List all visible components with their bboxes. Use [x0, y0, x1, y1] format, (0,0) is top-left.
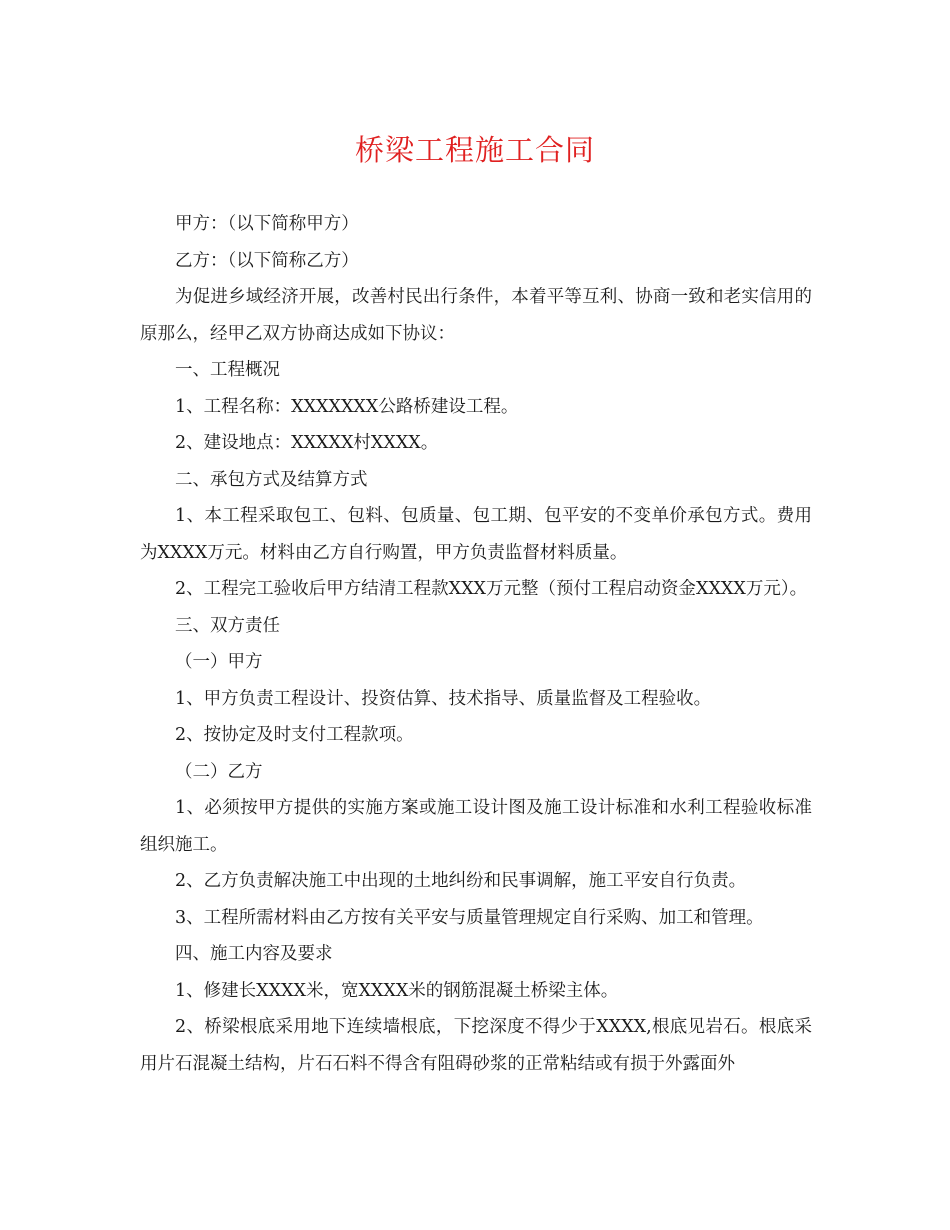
- subheading-party-a: （一）甲方: [175, 652, 263, 672]
- subheading-party-b: （二）乙方: [175, 761, 263, 782]
- section-heading-4: 四、施工内容及要求: [175, 944, 333, 964]
- clause-party-b-1: 1、必须按甲方提供的实施方案或施工设计图及施工设计标准和水利工程验收标准组织施工。: [140, 798, 812, 855]
- section-heading-2: 二、承包方式及结算方式: [175, 469, 368, 490]
- clause-party-a-2: 2、按协定及时支付工程款项。: [175, 725, 414, 745]
- preamble-paragraph: 为促进乡域经济开展，改善村民出行条件，本着平等互利、协商一致和老实信用的原那么，经甲乙双方协商达成如下协议：: [140, 287, 812, 344]
- clause-construction-1: 1、修建长XXXX米，宽XXXX米的钢筋混凝土桥梁主体。: [175, 980, 619, 1001]
- section-heading-1: 一、工程概况: [175, 360, 280, 380]
- clause-construction-2: 2、桥梁根底采用地下连续墙根底，下挖深度不得少于XXXX,根底见岩石。根底采用片石混凝土结构，片石石料不得含有阻碍砂浆的正常粘结或有损于外露面外: [140, 1017, 812, 1074]
- party-b-line: 乙方：（以下简称乙方）: [175, 250, 359, 271]
- party-a-line: 甲方：（以下简称甲方）: [175, 214, 359, 234]
- clause-party-b-2: 2、乙方负责解决施工中出现的土地纠纷和民事调解，施工平安自行负责。: [175, 871, 747, 891]
- clause-settlement: 2、工程完工验收后甲方结清工程款XXX万元整（预付工程启动资金XXXX万元）。: [175, 579, 808, 599]
- clause-contract-method: 1、本工程采取包工、包料、包质量、包工期、包平安的不变单价承包方式。费用为XXXX万元。材料由乙方自行购置，甲方负责监督材料质量。: [140, 506, 812, 563]
- clause-party-b-3: 3、工程所需材料由乙方按有关平安与质量管理规定自行采购、加工和管理。: [175, 907, 764, 928]
- clause-party-a-1: 1、甲方负责工程设计、投资估算、技术指导、质量监督及工程验收。: [175, 688, 712, 709]
- clause-project-location: 2、建设地点：XXXXX村XXXX。: [175, 433, 439, 453]
- section-heading-3: 三、双方责任: [175, 615, 280, 636]
- document-title: 桥梁工程施工合同: [354, 133, 595, 167]
- clause-project-name: 1、工程名称：XXXXXXX公路桥建设工程。: [175, 396, 519, 417]
- document-body: [140, 206, 812, 1082]
